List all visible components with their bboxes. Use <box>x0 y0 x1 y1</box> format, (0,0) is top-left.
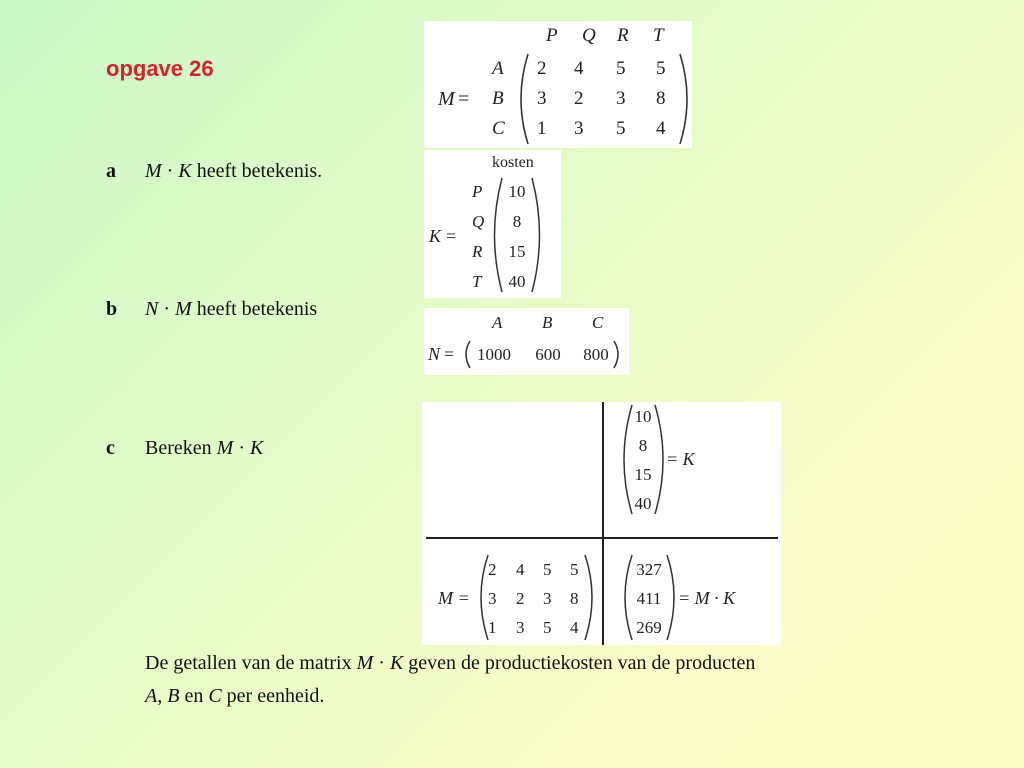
matrix-m-cell: 3 <box>537 88 547 109</box>
matrix-m-cell: 4 <box>656 118 666 139</box>
multiplication-scheme-figure <box>422 402 781 645</box>
scheme-m-label: M = <box>438 588 470 608</box>
matrix-k-row-header: P <box>472 182 483 201</box>
matrix-m-cell: 5 <box>616 58 626 79</box>
scheme-m-cell: 5 <box>543 618 552 637</box>
right-paren-icon <box>667 555 674 640</box>
matrix-k-row-header: Q <box>472 212 485 231</box>
scheme-k-cell: 15 <box>634 465 652 484</box>
scheme-result-cell: 269 <box>636 618 662 637</box>
question-b-var-1: N <box>145 298 159 320</box>
matrix-k-cell: 15 <box>508 242 526 261</box>
matrix-m-cell: 5 <box>616 118 626 139</box>
matrix-n-cell: 1000 <box>477 345 511 364</box>
question-c-letter: c <box>106 437 115 459</box>
question-c-pre: Bereken <box>145 437 217 459</box>
right-paren-icon <box>614 341 618 368</box>
matrix-m-cell: 3 <box>574 118 584 139</box>
matrix-k-panel <box>424 150 561 298</box>
matrix-m-col-header: Q <box>582 25 596 46</box>
page-title: opgave 26 <box>106 56 214 81</box>
scheme-result-label: = M · K <box>678 588 736 608</box>
conclusion-sep-2: en <box>179 685 209 707</box>
question-a-text <box>145 160 322 183</box>
scheme-m-cell: 3 <box>516 618 525 637</box>
conclusion-line-1-pre: De getallen van de matrix <box>145 652 357 674</box>
matrix-m-row-header: B <box>492 88 504 109</box>
scheme-k-cell: 40 <box>634 494 652 513</box>
right-paren-icon <box>532 178 540 292</box>
scheme-k-cell: 8 <box>638 436 648 455</box>
scheme-m-cell: 5 <box>543 560 552 579</box>
matrix-m-cell: 8 <box>656 88 666 109</box>
matrix-n-figure <box>424 308 629 375</box>
scheme-result-cell: 327 <box>636 560 662 579</box>
scheme-m-cell: 8 <box>570 589 579 608</box>
matrix-k-name: K <box>429 226 442 246</box>
matrix-k-row-header: R <box>472 242 483 261</box>
question-b-var-2: M <box>175 298 192 320</box>
matrix-n-panel <box>424 308 629 375</box>
question-c-var-1: M <box>216 437 234 459</box>
matrix-n-name: N <box>428 344 441 364</box>
question-a-dot: · <box>166 160 174 182</box>
left-paren-icon <box>481 555 488 640</box>
conclusion-var-a: A <box>145 685 158 707</box>
right-paren-icon <box>680 54 687 144</box>
matrix-k-eq: = <box>446 226 457 246</box>
left-paren-icon <box>521 54 528 144</box>
question-c-var-2: K <box>249 437 264 459</box>
matrix-n-col-header: A <box>492 313 503 332</box>
matrix-m-cell: 1 <box>537 118 547 139</box>
matrix-m-row-header: C <box>492 118 505 139</box>
matrix-k-col-header: kosten <box>492 154 534 171</box>
conclusion-line-2 <box>145 680 1005 713</box>
conclusion-var-b: B <box>167 685 180 707</box>
scheme-result-cell: 411 <box>636 589 662 608</box>
matrix-m-name: M <box>438 88 455 110</box>
matrix-m-figure <box>424 21 692 148</box>
matrix-m-col-header: R <box>617 25 629 46</box>
conclusion-dot: · <box>373 652 390 674</box>
matrix-k-cell: 10 <box>508 182 526 201</box>
scheme-m-cell: 5 <box>570 560 579 579</box>
matrix-n-cell: 600 <box>535 345 561 364</box>
matrix-k-cell: 40 <box>508 272 526 291</box>
scheme-k-label: = K <box>666 449 695 469</box>
matrix-n-col-header: B <box>542 313 553 332</box>
question-b-letter: b <box>106 298 118 320</box>
question-a-rest: heeft betekenis. <box>191 160 323 182</box>
matrix-m-cell: 3 <box>616 88 626 109</box>
matrix-k-row-header: T <box>472 272 482 291</box>
conclusion-var-c: C <box>208 685 222 707</box>
left-paren-icon <box>495 178 503 292</box>
left-paren-icon <box>625 555 632 640</box>
conclusion-var-m: M <box>356 652 374 674</box>
scheme-m-cell: 2 <box>516 589 525 608</box>
scheme-m-cell: 3 <box>543 589 552 608</box>
scheme-k-cell: 10 <box>634 407 652 426</box>
scheme-m-cell: 4 <box>516 560 525 579</box>
matrix-m-cell: 5 <box>656 58 666 79</box>
conclusion-var-k: K <box>389 652 404 674</box>
matrix-n-eq: = <box>444 344 455 364</box>
matrix-m-cell: 4 <box>574 58 584 79</box>
conclusion-text <box>145 647 1005 713</box>
question-a-letter: a <box>106 160 116 182</box>
matrix-n-cell: 800 <box>583 345 609 364</box>
multiplication-scheme-panel <box>422 402 781 645</box>
question-b-rest: heeft betekenis <box>191 298 318 320</box>
scheme-m-cell: 1 <box>488 618 497 637</box>
scheme-m-cell: 4 <box>570 618 579 637</box>
right-paren-icon <box>655 405 663 514</box>
question-b-dot: · <box>163 298 171 320</box>
question-c-dot: · <box>238 437 245 459</box>
matrix-k-figure <box>424 150 561 298</box>
matrix-n-col-header: C <box>592 313 604 332</box>
question-a-var-2: K <box>178 160 192 182</box>
matrix-m-cell: 2 <box>574 88 584 109</box>
question-a-var-1: M <box>145 160 162 182</box>
matrix-m-col-header: T <box>653 25 664 46</box>
matrix-m-eq: = <box>458 88 470 110</box>
scheme-m-cell: 3 <box>488 589 497 608</box>
question-b-text <box>145 298 317 321</box>
left-paren-icon <box>466 341 470 368</box>
matrix-k-cell: 8 <box>512 212 522 231</box>
conclusion-line-1 <box>145 647 1005 680</box>
matrix-m-col-header: P <box>546 25 558 46</box>
scheme-m-cell: 2 <box>488 560 497 579</box>
matrix-m-cell: 2 <box>537 58 547 79</box>
matrix-m-row-header: A <box>492 58 504 79</box>
right-paren-icon <box>585 555 592 640</box>
left-paren-icon <box>624 405 632 514</box>
matrix-m-panel <box>424 21 692 148</box>
conclusion-line-2-post: per eenheid. <box>221 685 325 707</box>
conclusion-sep-1: , <box>157 685 168 707</box>
conclusion-line-1-post: geven de productiekosten van de producten <box>403 652 756 674</box>
question-c-text <box>145 437 263 460</box>
